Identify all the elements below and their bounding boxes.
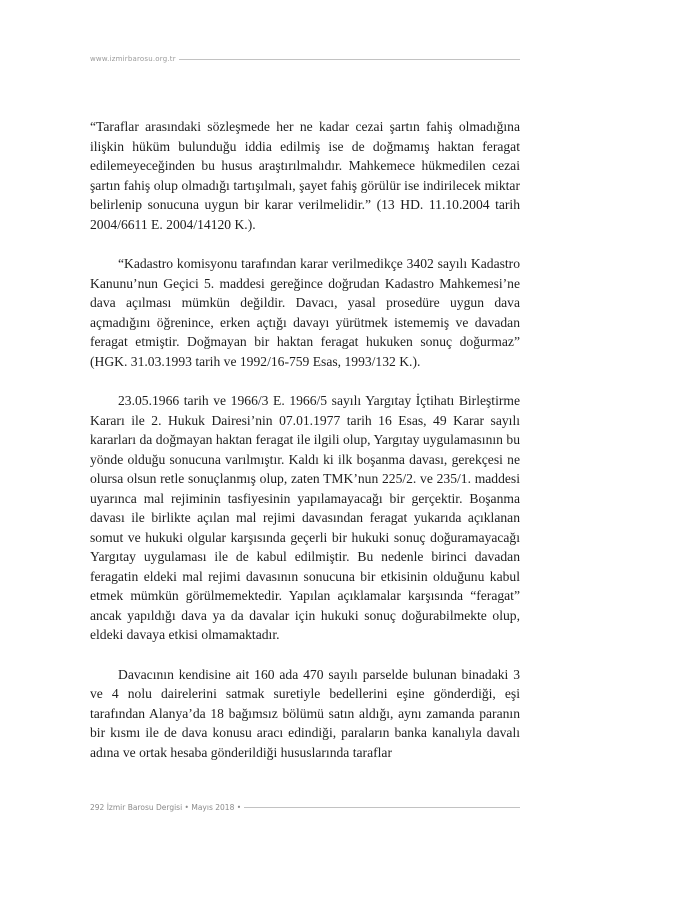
quote-paragraph-2: “Kadastro komisyonu tarafından karar verilmedikçe 3402 sayılı Kadastro Kanunu’nun Geçici 5. maddesi gereğince doğrudan Kadastro Mahkemesi’ne dava açılması mümkün değildir. Davacı, yasal prosedüre uygun dava açmadığını öğrenince, erken açtığı davayı yürütmek istememiş ve davadan feragat etmiştir. Doğmayan bir haktan feragat hukuken sonuç doğurmaz” (HGK. 31.03.1993 tarih ve 1992/16-759 Esas, 1993/132 K.). <box>90 256 520 369</box>
page-footer <box>90 800 520 814</box>
body-paragraph-4: Davacının kendisine ait 160 ada 470 sayılı parselde bulunan binadaki 3 ve 4 nolu dairelerini satmak suretiyle bedellerini eşine gönderdiği, eşi tarafından Alanya’da 18 bağımsız bölümü satın aldığı, aynı zamanda paranın bir kısmı ile de dava konusu aracı edindiği, paraların banka kanalıyla davalı adına ve ortak hesaba gönderildiği hususlarında taraflar <box>90 666 520 760</box>
footer-rule <box>244 807 520 808</box>
header-url: www.izmirbarosu.org.tr <box>90 55 176 63</box>
body-paragraph-3: 23.05.1966 tarih ve 1966/3 E. 1966/5 sayılı Yargıtay İçtihatı Birleştirme Kararı ile 2. Hukuk Dairesi’nin 07.01.1977 tarih 16 Esas, 49 Karar sayılı kararları da doğmayan haktan feragat ile ilgili olup, Yargıtay uygulamasının bu yönde olduğu sonucuna varılmıştır. Kaldı ki ilk boşanma davası, gerekçesi ne olursa olsun retle sonuçlanmış olup, zaten TMK’nun 225/2. ve 235/1. maddesi uyarınca mal rejiminin tasfiyesinin yapılamayacağı bir gerçektir. Boşanma davası ile birlikte açılan mal rejimi davasından feragat yukarıda açıklanan somut ve hukuki olgular karşısında geçerli bir hukuki sonuç doğuramayacağı Yargıtay uygulaması ile de kabul edilmiştir. Bu nedenle birinci davadan feragatin eldeki mal rejimi davasının sonucuna bir etkisinin olduğunu kabul etmek mümkün görülmemektedir. Yapılan açıklamalar karşısında “feragat” ancak yapıldığı dava ya da davalar için hukuki sonuç doğurabilmekte olup, eldeki davaya etkisi olmamaktadır. <box>90 393 520 642</box>
quote-paragraph-1: “Taraflar arasındaki sözleşmede her ne kadar cezai şartın fahiş olmadığına ilişkin hüküm bulunduğu iddia edilmiş ise de doğmamış haktan feragat edilemeyeceğinden bu husus araştırılmalıdır. Mahkemece hükmedilen cezai şartın fahiş olup olmadığı tartışılmalı, şayet fahiş görülür ise indirilecek miktar belirlenip sonucuna uygun bir karar verilmelidir.” (13 HD. 11.10.2004 tarih 2004/6611 E. 2004/14120 K.). <box>90 119 520 232</box>
page-body <box>90 117 520 762</box>
footer-text: 292 İzmir Barosu Dergisi • Mayıs 2018 • <box>90 802 242 812</box>
page-header <box>90 52 520 66</box>
header-rule <box>179 59 520 60</box>
